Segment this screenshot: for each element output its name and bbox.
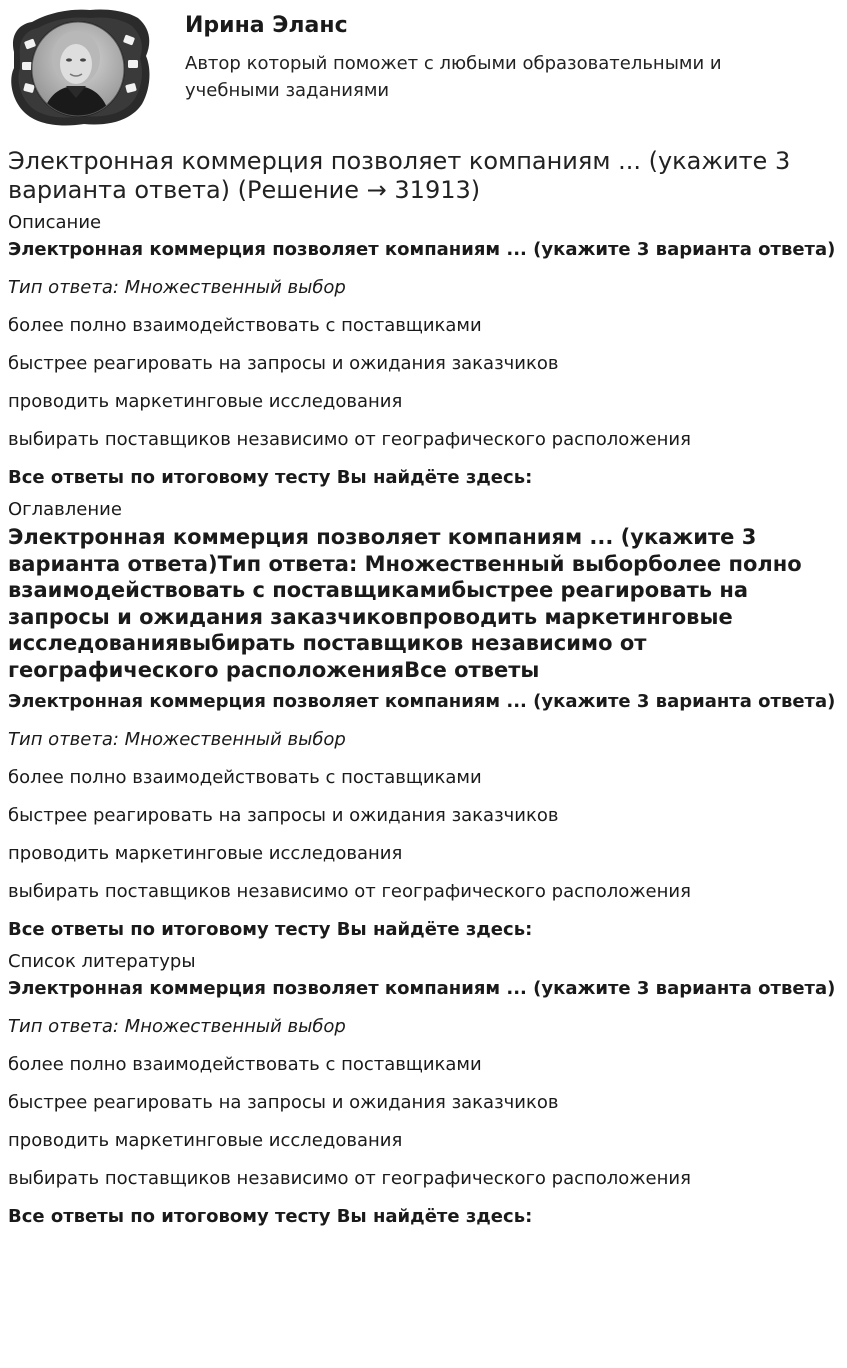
all-answers-note: Все ответы по итоговому тесту Вы найдёте здесь: — [8, 467, 533, 488]
answer-option: проводить маркетинговые исследования — [8, 1130, 403, 1151]
author-avatar[interactable] — [6, 6, 152, 128]
author-description: Автор который поможет с любыми образовательными и учебными заданиями — [185, 53, 722, 101]
answer-option: проводить маркетинговые исследования — [8, 391, 403, 412]
film-frame-icon — [6, 6, 152, 128]
all-answers-note: Все ответы по итоговому тесту Вы найдёте здесь: — [8, 919, 533, 940]
section-label-toc: Оглавление — [8, 499, 122, 520]
answer-option: быстрее реагировать на запросы и ожидания заказчиков — [8, 1092, 559, 1113]
literature-section — [8, 950, 839, 1231]
page-title: Электронная коммерция позволяет компаниям ... (укажите 3 варианта ответа) (Решение → 31913) — [8, 147, 791, 204]
question-text: Электронная коммерция позволяет компаниям ... (укажите 3 варианта ответа) — [8, 978, 836, 999]
answer-option: выбирать поставщиков независимо от географического расположения — [8, 1168, 691, 1189]
toc-heading: Электронная коммерция позволяет компаниям ... (укажите 3 варианта ответа)Тип ответа: Множественный выборболее полно взаимодействовать с поставщикамибыстрее реагировать на запросы и ожидания заказчиковпроводить маркетинговые исследованиявыбирать поставщиков независимо от географического расположенияВсе ответы — [8, 525, 802, 682]
section-label-literature: Список литературы — [8, 951, 196, 972]
answer-type: Тип ответа: Множественный выбор — [8, 1016, 346, 1037]
answer-option: более полно взаимодействовать с поставщиками — [8, 315, 482, 336]
main-content — [0, 147, 847, 1231]
answer-option: более полно взаимодействовать с поставщиками — [8, 767, 482, 788]
answer-option: более полно взаимодействовать с поставщиками — [8, 1054, 482, 1075]
description-section — [8, 211, 839, 492]
author-card — [0, 0, 847, 140]
author-name[interactable]: Ирина Эланс — [185, 13, 348, 38]
section-label-description: Описание — [8, 212, 102, 233]
answer-option: быстрее реагировать на запросы и ожидания заказчиков — [8, 353, 559, 374]
all-answers-note: Все ответы по итоговому тесту Вы найдёте здесь: — [8, 1206, 533, 1227]
answer-option: выбирать поставщиков независимо от географического расположения — [8, 881, 691, 902]
question-text: Электронная коммерция позволяет компаниям ... (укажите 3 варианта ответа) — [8, 239, 836, 260]
toc-section — [8, 498, 839, 944]
answer-option: быстрее реагировать на запросы и ожидания заказчиков — [8, 805, 559, 826]
answer-type: Тип ответа: Множественный выбор — [8, 277, 346, 298]
answer-option: выбирать поставщиков независимо от географического расположения — [8, 429, 691, 450]
answer-option: проводить маркетинговые исследования — [8, 843, 403, 864]
answer-type: Тип ответа: Множественный выбор — [8, 729, 346, 750]
question-text: Электронная коммерция позволяет компаниям ... (укажите 3 варианта ответа) — [8, 691, 836, 712]
